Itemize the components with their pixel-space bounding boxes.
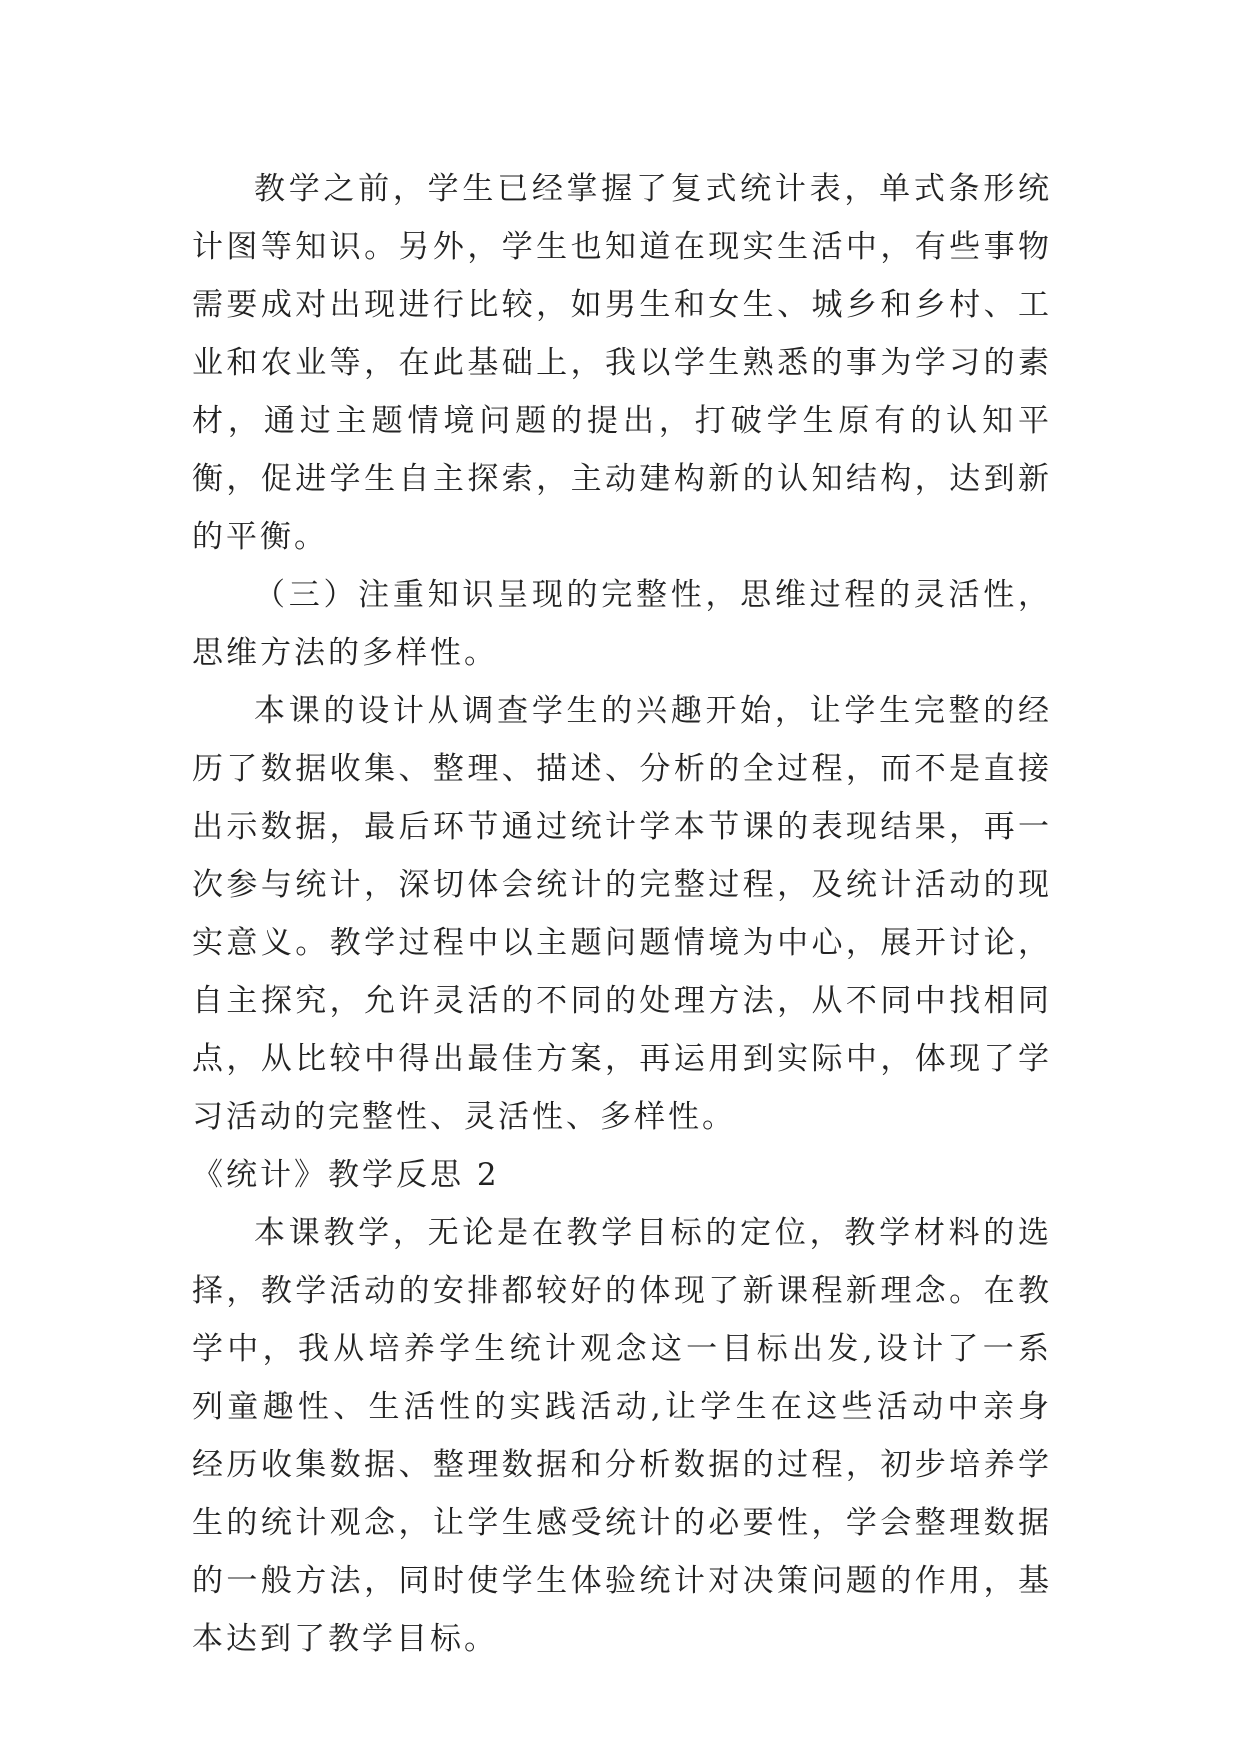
reflection-title-2: 《统计》教学反思 2 bbox=[192, 1157, 500, 1193]
section-heading-3: （三）注重知识呈现的完整性，思维过程的灵活性，思维方法的多样性。 bbox=[192, 577, 1052, 671]
document-body bbox=[192, 160, 1052, 1668]
paragraph-lesson-teaching: 本课教学，无论是在教学目标的定位，教学材料的选择，教学活动的安排都较好的体现了新课程新理念。在教学中，我从培养学生统计观念这一目标出发,设计了一系列童趣性、生活性的实践活动,让学生在这些活动中亲身经历收集数据、整理数据和分析数据的过程，初步培养学生的统计观念，让学生感受统计的必要性，学会整理数据的一般方法，同时使学生体验统计对决策问题的作用，基本达到了教学目标。 bbox=[192, 1215, 1052, 1657]
paragraph-teaching-before: 教学之前，学生已经掌握了复式统计表，单式条形统计图等知识。另外，学生也知道在现实生活中，有些事物需要成对出现进行比较，如男生和女生、城乡和乡村、工业和农业等，在此基础上，我以学生熟悉的事为学习的素材，通过主题情境问题的提出，打破学生原有的认知平衡，促进学生自主探索，主动建构新的认知结构，达到新的平衡。 bbox=[192, 171, 1052, 555]
paragraph-course-design: 本课的设计从调查学生的兴趣开始，让学生完整的经历了数据收集、整理、描述、分析的全过程，而不是直接出示数据，最后环节通过统计学本节课的表现结果，再一次参与统计，深切体会统计的完整过程，及统计活动的现实意义。教学过程中以主题问题情境为中心，展开讨论，自主探究，允许灵活的不同的处理方法，从不同中找相同点，从比较中得出最佳方案，再运用到实际中，体现了学习活动的完整性、灵活性、多样性。 bbox=[192, 693, 1052, 1135]
